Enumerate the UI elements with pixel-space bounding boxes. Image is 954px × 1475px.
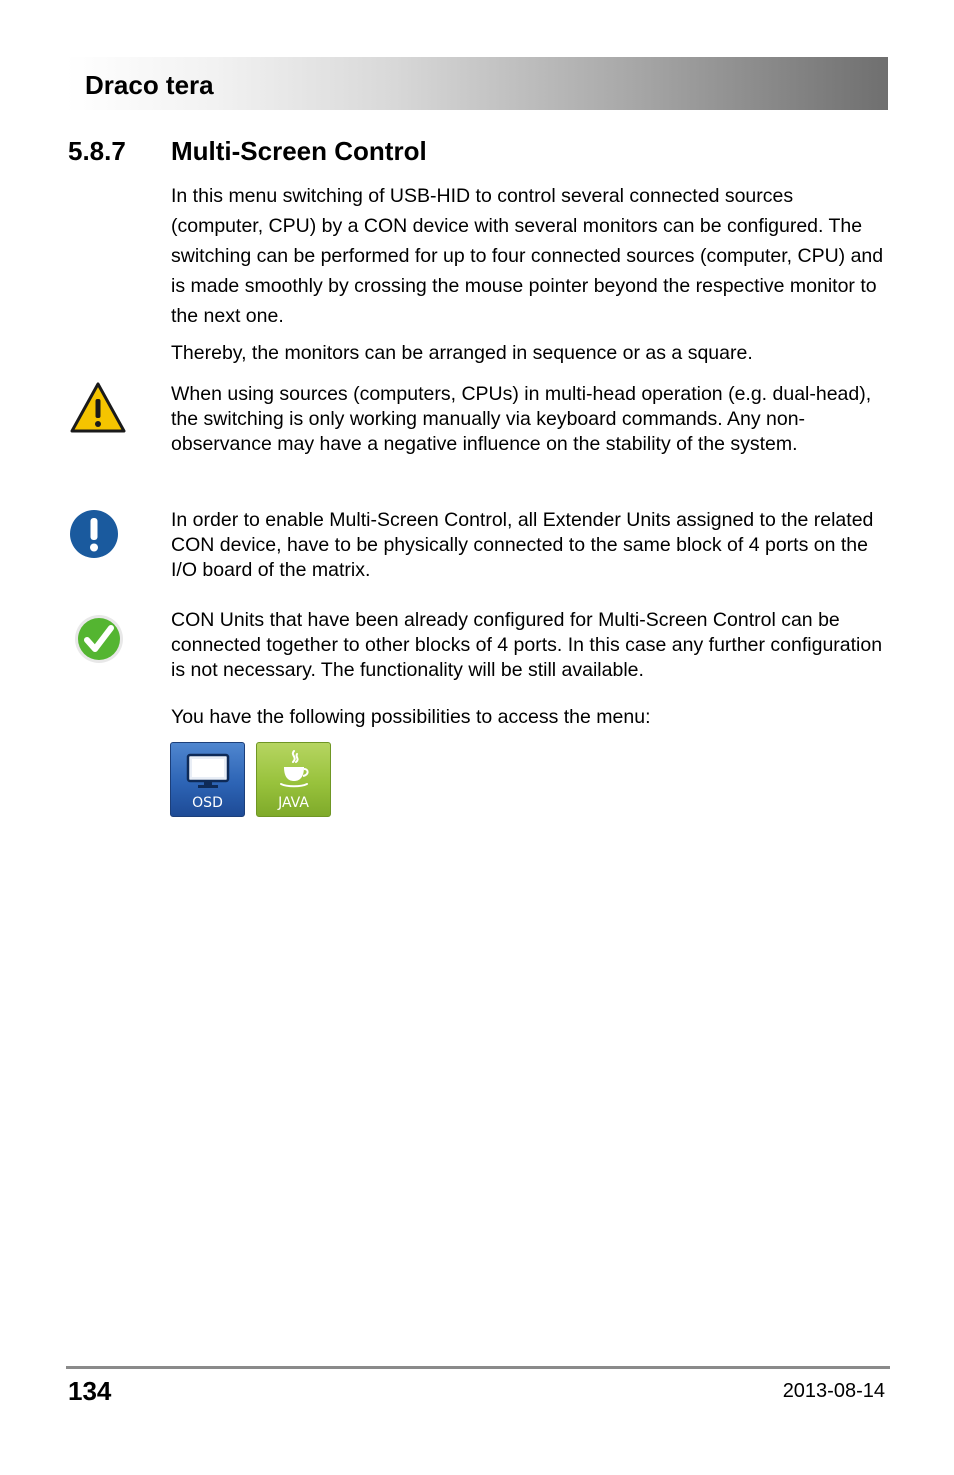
section-number: 5.8.7 — [68, 136, 126, 166]
checkmark-icon — [74, 614, 124, 664]
footer-date: 2013-08-14 — [782, 1380, 885, 1402]
java-label: JAVA — [278, 795, 309, 811]
osd-access-button[interactable] — [170, 742, 245, 817]
exclamation-circle-icon — [69, 509, 119, 559]
header-title: Draco tera — [85, 70, 214, 100]
page-number: 134 — [68, 1376, 112, 1406]
java-cup-icon — [277, 749, 311, 791]
monitor-icon — [186, 753, 230, 789]
warning-note-text: When using sources (computers, CPUs) in multi-head operation (e.g. dual-head), the switching is only working manually via keyboard commands. Any non-observance may have a negative influence on the stability of the system. — [171, 383, 872, 455]
important-note-text: In order to enable Multi-Screen Control, all Extender Units assigned to the related CON device, have to be physically connected to the same block of 4 ports on the I/O board of the matrix. — [171, 509, 874, 581]
access-intro: You have the following possibilities to access the menu: — [171, 706, 651, 728]
tip-note-text: CON Units that have been already configured for Multi-Screen Control can be connected together to other blocks of 4 ports. In this case any further configuration is not necessary. The functionality will be still available. — [171, 609, 883, 681]
section-title: Multi-Screen Control — [171, 136, 427, 166]
body-paragraph-2: Thereby, the monitors can be arranged in sequence or as a square. — [171, 342, 753, 364]
header-bar — [66, 57, 888, 110]
section-heading — [68, 136, 427, 167]
body-paragraph-1: In this menu switching of USB-HID to control several connected sources (computer, CPU) by a CON device with several monitors can be configured. The switching can be performed for up to four connected sources (computer, CPU) and is made smoothly by crossing the mouse pointer beyond the respective monitor to the next one. — [171, 185, 884, 327]
java-access-button[interactable] — [256, 742, 331, 817]
osd-label: OSD — [192, 795, 223, 811]
footer-divider — [66, 1366, 890, 1369]
warning-triangle-icon — [69, 381, 127, 435]
